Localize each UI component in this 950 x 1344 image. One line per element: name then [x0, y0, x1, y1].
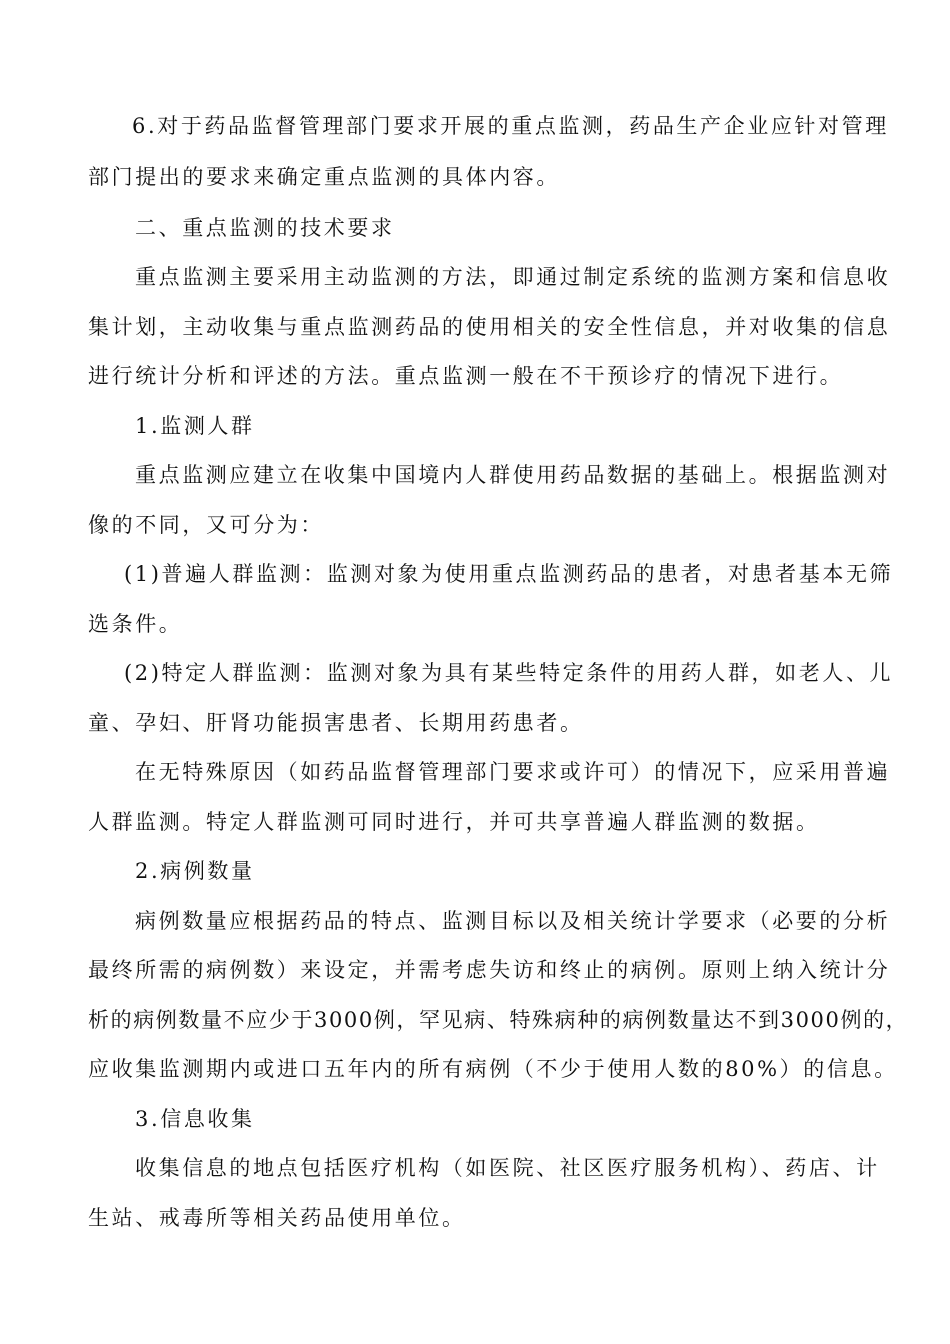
paragraph-line: (2)特定人群监测：监测对象为具有某些特定条件的用药人群，如老人、儿 — [124, 661, 894, 685]
section-heading: 二、重点监测的技术要求 — [135, 216, 395, 240]
paragraph-line: 集计划，主动收集与重点监测药品的使用相关的安全性信息，并对收集的信息 — [88, 315, 891, 339]
paragraph-line: 像的不同，又可分为： — [88, 513, 324, 537]
paragraph-line: 在无特殊原因（如药品监督管理部门要求或许可）的情况下，应采用普遍 — [135, 760, 891, 784]
paragraph-line: 部门提出的要求来确定重点监测的具体内容。 — [88, 165, 560, 189]
subsection-heading: 3.信息收集 — [135, 1107, 255, 1131]
subsection-heading: 1.监测人群 — [135, 414, 255, 438]
paragraph-line: 病例数量应根据药品的特点、监测目标以及相关统计学要求（必要的分析 — [135, 909, 891, 933]
paragraph-line: 收集信息的地点包括医疗机构（如医院、社区医疗服务机构）、药店、计 — [135, 1156, 880, 1180]
paragraph-line: 应收集监测期内或进口五年内的所有病例（不少于使用人数的80%）的信息。 — [88, 1057, 898, 1081]
subsection-heading: 2.病例数量 — [135, 859, 255, 883]
paragraph-line: 选条件。 — [88, 612, 183, 636]
paragraph-line: (1)普遍人群监测：监测对象为使用重点监测药品的患者，对患者基本无筛 — [124, 562, 894, 586]
paragraph-line: 重点监测应建立在收集中国境内人群使用药品数据的基础上。根据监测对 — [135, 463, 891, 487]
paragraph-line: 童、孕妇、肝肾功能损害患者、长期用药患者。 — [88, 711, 584, 735]
paragraph-line: 人群监测。特定人群监测可同时进行，并可共享普遍人群监测的数据。 — [88, 810, 820, 834]
paragraph-line: 进行统计分析和评述的方法。重点监测一般在不干预诊疗的情况下进行。 — [88, 364, 844, 388]
paragraph-line: 重点监测主要采用主动监测的方法，即通过制定系统的监测方案和信息收 — [135, 265, 891, 289]
paragraph-line: 生站、戒毒所等相关药品使用单位。 — [88, 1206, 466, 1230]
paragraph-line: 最终所需的病例数）来设定，并需考虑失访和终止的病例。原则上纳入统计分 — [88, 958, 891, 982]
paragraph-line: 6.对于药品监督管理部门要求开展的重点监测，药品生产企业应针对管理 — [132, 114, 889, 138]
paragraph-line: 析的病例数量不应少于3000例，罕见病、特殊病种的病例数量达不到3000例的， — [88, 1008, 909, 1032]
